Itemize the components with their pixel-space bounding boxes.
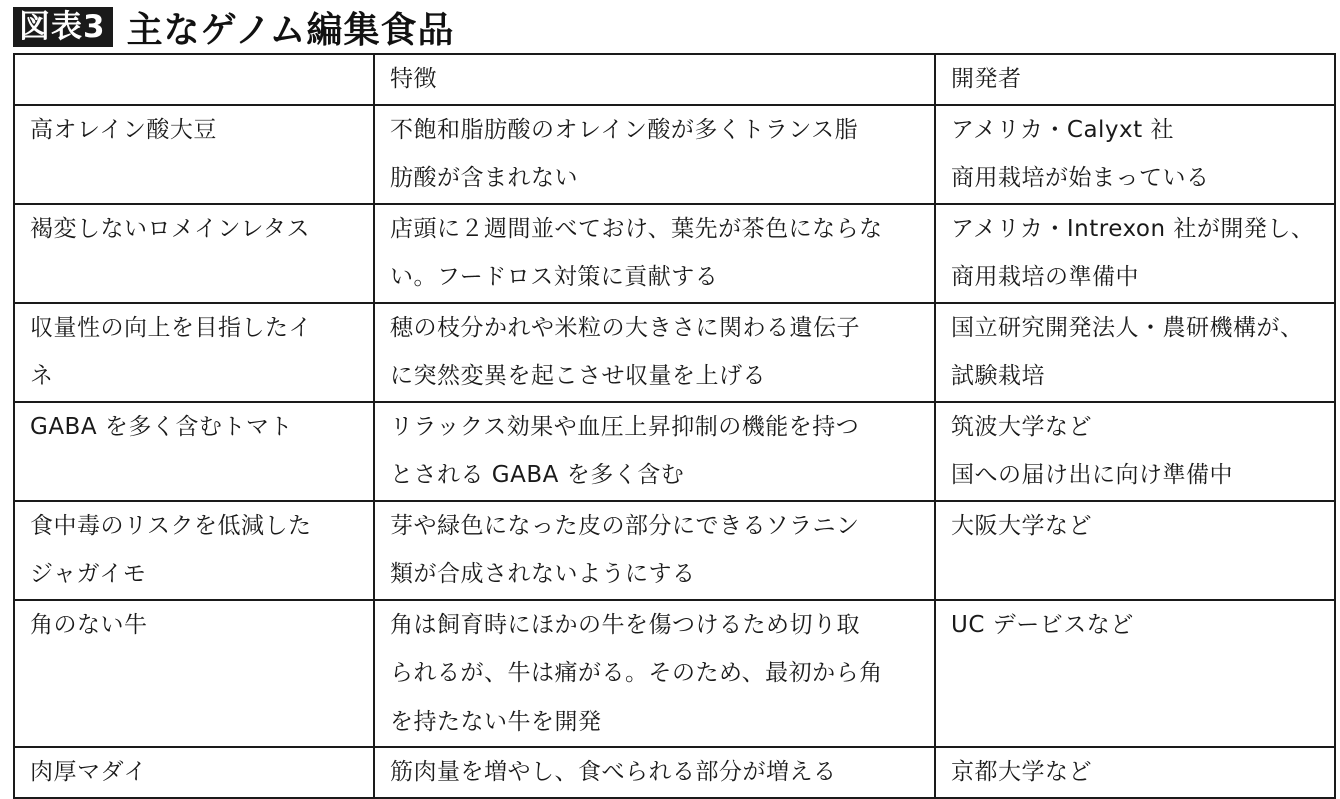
figure-label: 図表3	[13, 7, 113, 47]
header-feature: 特徴	[374, 54, 935, 105]
figure-title-row	[13, 4, 455, 50]
table-row	[14, 501, 1335, 600]
food-name-cell: 収量性の向上を目指したイ ネ	[14, 303, 374, 402]
feature-cell: リラックス効果や血圧上昇抑制の機能を持つ とされる GABA を多く含む	[374, 402, 935, 501]
table-row	[14, 105, 1335, 204]
developer-cell: 筑波大学など 国への届け出に向け準備中	[935, 402, 1335, 501]
table-header-row	[14, 54, 1335, 105]
table-row	[14, 303, 1335, 402]
food-name-cell: 食中毒のリスクを低減した ジャガイモ	[14, 501, 374, 600]
table-row	[14, 402, 1335, 501]
feature-cell: 穂の枝分かれや米粒の大きさに関わる遺伝子 に突然変異を起こさせ収量を上げる	[374, 303, 935, 402]
feature-cell: 筋肉量を増やし、食べられる部分が増える	[374, 747, 935, 798]
figure-title: 主なゲノム編集食品	[126, 9, 455, 51]
table-row	[14, 600, 1335, 748]
genome-edited-foods-table	[13, 53, 1336, 799]
developer-cell: 国立研究開発法人・農研機構が、 試験栽培	[935, 303, 1335, 402]
developer-cell: アメリカ・Calyxt 社 商用栽培が始まっている	[935, 105, 1335, 204]
feature-cell: 不飽和脂肪酸のオレイン酸が多くトランス脂 肪酸が含まれない	[374, 105, 935, 204]
food-name-cell: 肉厚マダイ	[14, 747, 374, 798]
feature-cell: 芽や緑色になった皮の部分にできるソラニン 類が合成されないようにする	[374, 501, 935, 600]
food-name-cell: 高オレイン酸大豆	[14, 105, 374, 204]
developer-cell: アメリカ・Intrexon 社が開発し、 商用栽培の準備中	[935, 204, 1335, 303]
developer-cell: 京都大学など	[935, 747, 1335, 798]
developer-cell: 大阪大学など	[935, 501, 1335, 600]
food-name-cell: GABA を多く含むトマト	[14, 402, 374, 501]
food-name-cell: 褐変しないロメインレタス	[14, 204, 374, 303]
table-row	[14, 204, 1335, 303]
header-food	[14, 54, 374, 105]
feature-cell: 角は飼育時にほかの牛を傷つけるため切り取 られるが、牛は痛がる。そのため、最初から角 を持たない牛を開発	[374, 600, 935, 748]
header-developer: 開発者	[935, 54, 1335, 105]
feature-cell: 店頭に２週間並べておけ、葉先が茶色にならな い。フードロス対策に貢献する	[374, 204, 935, 303]
food-name-cell: 角のない牛	[14, 600, 374, 748]
table-row	[14, 747, 1335, 798]
developer-cell: UC デービスなど	[935, 600, 1335, 748]
